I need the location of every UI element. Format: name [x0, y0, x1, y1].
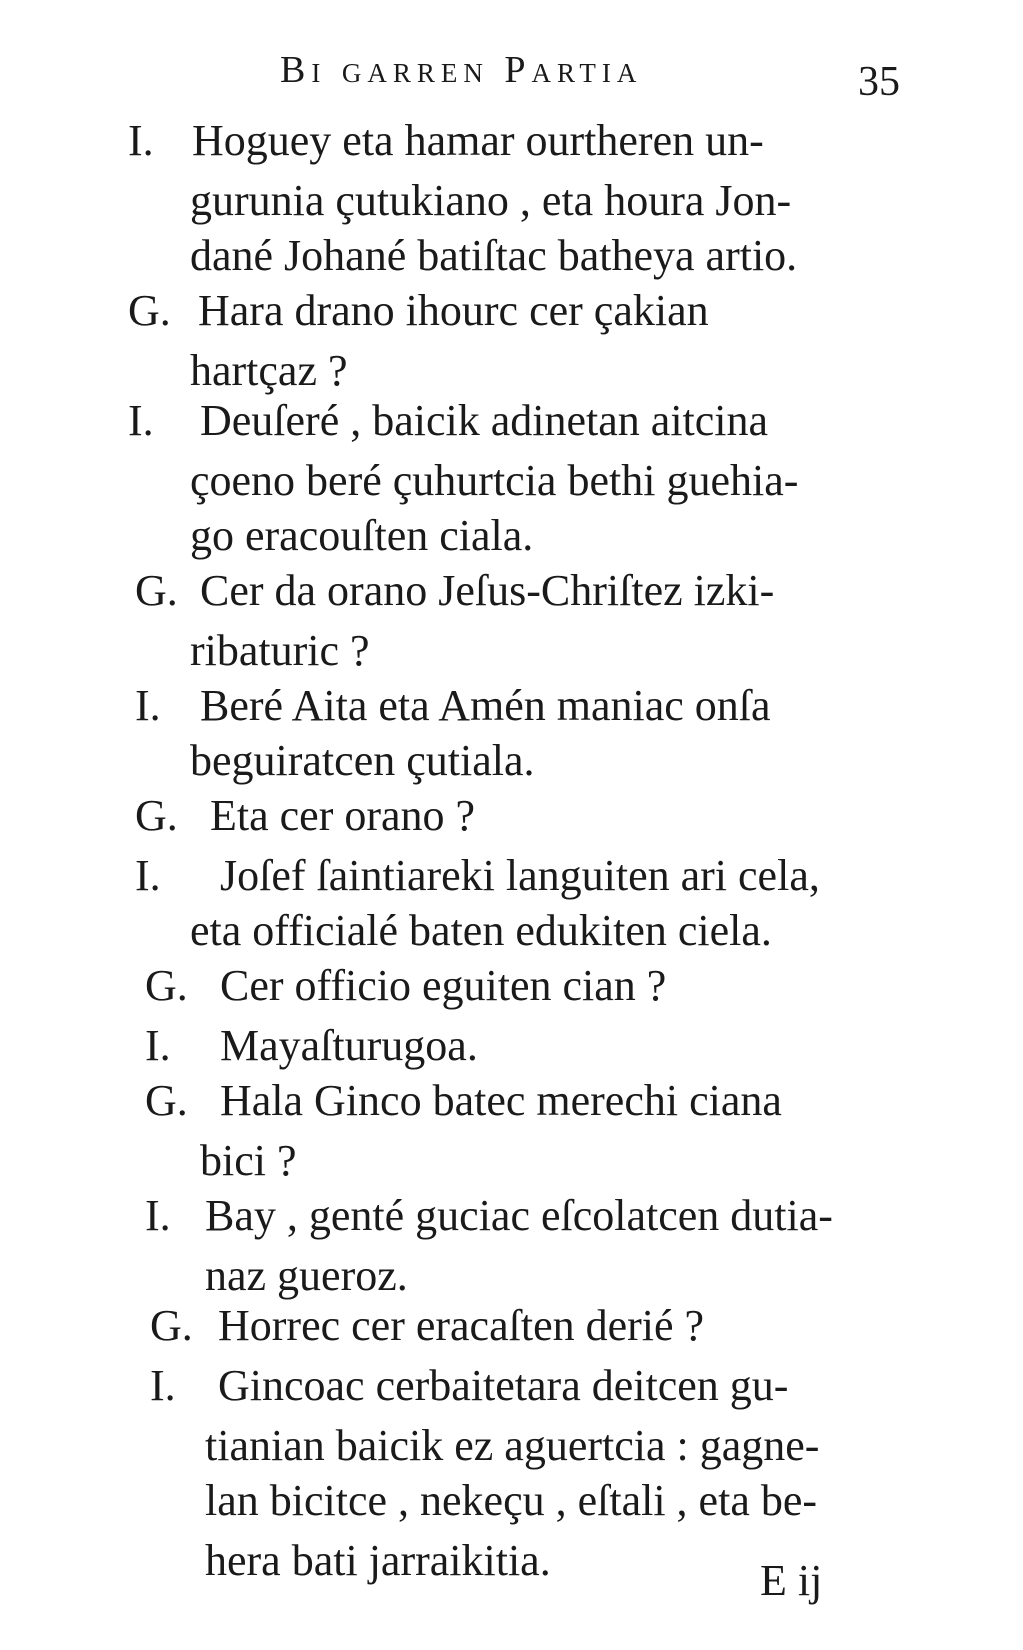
speaker-label: G.	[145, 1076, 188, 1125]
text-line: çoeno beré çuhurtcia bethi guehia-	[190, 456, 799, 505]
text-line: dané Johané batiſtac batheya artio.	[190, 231, 798, 280]
text-line: Hoguey eta hamar ourtheren un-	[192, 116, 764, 165]
speaker-label: I.	[135, 681, 161, 730]
text-line: bici ?	[200, 1136, 297, 1185]
text-line: Horrec cer eracaſten derié ?	[218, 1301, 705, 1350]
speaker-label: G.	[135, 566, 178, 615]
speaker-label: I.	[128, 396, 154, 445]
text-line: Cer da orano Jeſus-Chriſtez izki-	[200, 566, 775, 615]
text-line: hera bati jarraikitia.	[205, 1536, 551, 1585]
text-line: hartçaz ?	[190, 346, 348, 395]
text-line: Mayaſturugoa.	[220, 1021, 478, 1070]
text-line: gurunia çutukiano , eta houra Jon-	[190, 176, 792, 225]
speaker-label: G.	[145, 961, 188, 1010]
text-line: beguiratcen çutiala.	[190, 736, 535, 785]
text-line: lan bicitce , nekeçu , eſtali , eta be-	[205, 1476, 818, 1525]
speaker-label: G.	[150, 1301, 193, 1350]
text-line: Eta cer orano ?	[210, 791, 476, 840]
speaker-label: I.	[145, 1191, 171, 1240]
text-line: Bay , genté guciac eſcolatcen dutia-	[205, 1191, 833, 1240]
speaker-label: G.	[135, 791, 178, 840]
text-line: eta officialé baten edukiten ciela.	[190, 906, 772, 955]
text-line: tianian baicik ez aguertcia : gagne-	[205, 1421, 820, 1470]
page-number: 35	[858, 59, 900, 105]
speaker-label: I.	[145, 1021, 171, 1070]
text-line: Gincoac cerbaitetara deitcen gu-	[218, 1361, 789, 1410]
speaker-label: I.	[128, 116, 154, 165]
text-line: Hala Ginco batec merechi ciana	[220, 1076, 782, 1125]
text-line: Beré Aita eta Amén maniac onſa	[200, 681, 771, 730]
text-line: go eracouſten ciala.	[190, 511, 534, 560]
speaker-label: I.	[135, 851, 161, 900]
text-line: Deuſeré , baicik adinetan aitcina	[200, 396, 769, 445]
text-line: ribaturic ?	[190, 626, 370, 675]
text-line: naz gueroz.	[205, 1251, 408, 1300]
text-line: Hara drano ihourc cer çakian	[198, 286, 709, 335]
text-line: Joſef ſaintiareki languiten ari cela,	[220, 851, 820, 900]
speaker-label: G.	[128, 286, 171, 335]
running-head: Bi garren Partia	[280, 49, 643, 91]
signature-mark: E ij	[760, 1556, 823, 1605]
speaker-label: I.	[150, 1361, 176, 1410]
text-line: Cer officio eguiten cian ?	[220, 961, 667, 1010]
